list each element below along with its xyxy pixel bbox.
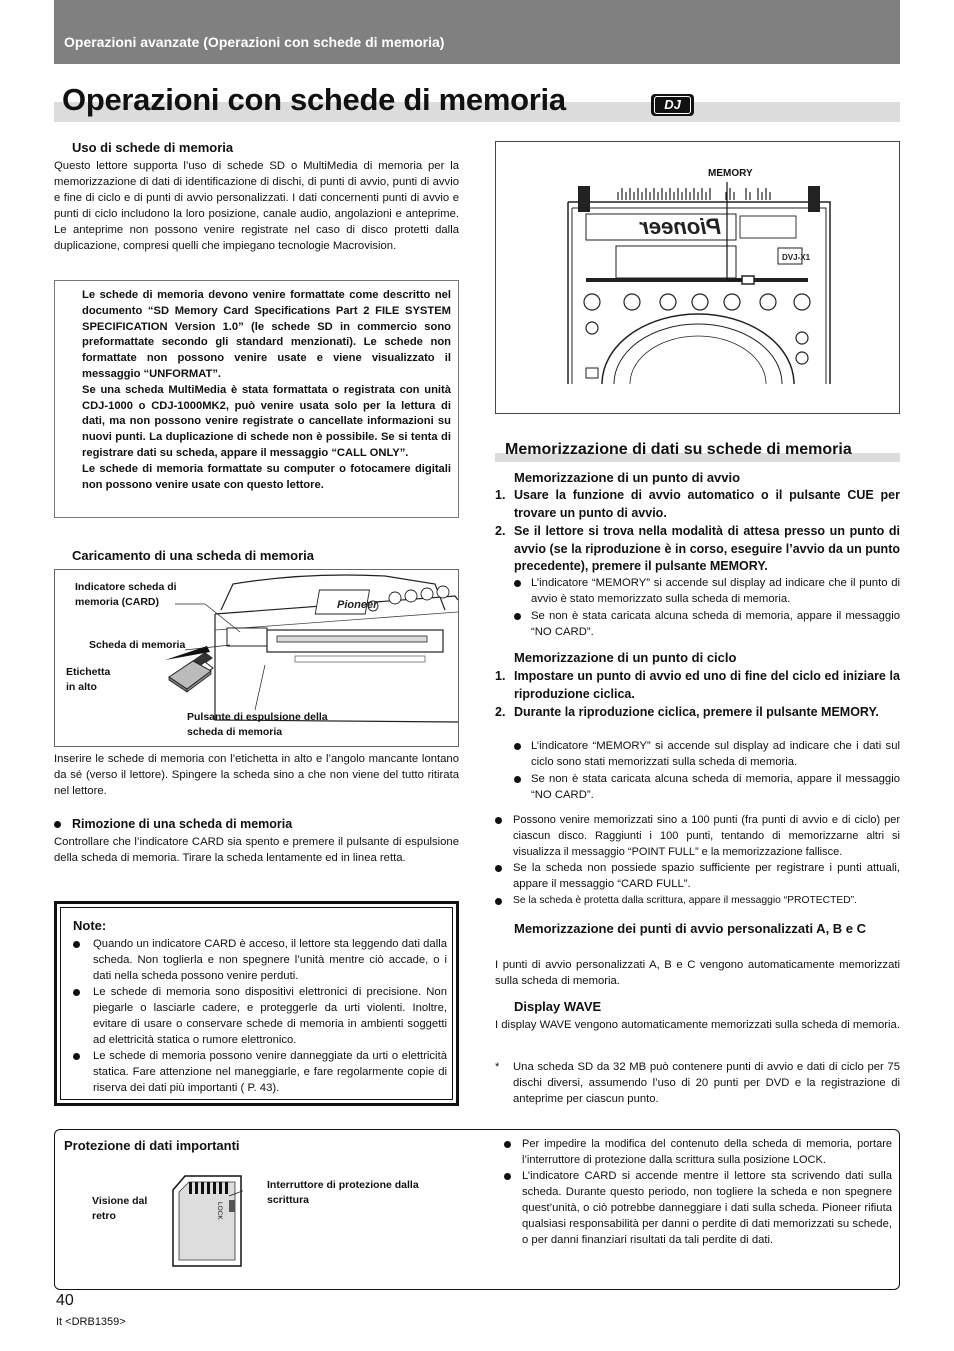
lock-text: LOCK — [216, 1202, 223, 1220]
svg-text:Pioneer: Pioneer — [640, 214, 721, 239]
wave-title: Display WAVE — [514, 999, 602, 1014]
protection-bullet: L’indicatore CARD si accende mentre il lettore sta scrivendo dati sulla scheda. Durante questo periodo, non togliere la scheda e non spegnere quest’unità, o ciò potrebbe danneggiare i dati sulla scheda. Pioneer rifiuta qualsiasi responsabilità per danni o perdite di dati memorizzati su schede, o per danni finanziari risultati da tali perdite di dati. — [504, 1168, 892, 1248]
document-code: It <DRB1359> — [56, 1316, 126, 1328]
avvio-bullet: L’indicatore “MEMORY” si accende sul display ad indicare che il punto di avvio è stato memorizzato sulla scheda di memoria. — [514, 575, 900, 607]
label-label-up: Etichetta in alto — [66, 666, 111, 693]
uso-text: Questo lettore supporta l’uso di schede SD o MultiMedia di memoria per la memorizzazione di dati di identificazione di dischi, di punti di avvio, punti di avvio e fine di ciclo e di punti di avvio personalizzati. I dati concernenti punti di avvio e punti di ciclo includono la loro posizione, canale audio, angolazioni e anteprime. Le anteprime non possono venire registrate nel caso di disco protetti dalla duplicazione, compresi quelli che impiegano tecnologie Macrovision. — [54, 160, 459, 252]
memory-card-icon — [167, 655, 213, 693]
note-title: Note: — [73, 918, 107, 933]
bullet-dot-icon — [514, 580, 521, 587]
rimozione-text: Controllare che l’indicatore CARD sia spento e premere il pulsante di espulsione della scheda di memoria. Tirare la scheda lentamente ed in linea retta. — [54, 836, 459, 864]
bullet-dot-icon — [504, 1173, 511, 1180]
ciclo-step: 1. Impostare un punto di avvio ed uno di fine del ciclo ed iniziare la riproduzione ciclica. — [495, 669, 900, 701]
label-memory-card: Scheda di memoria — [89, 639, 186, 651]
caricamento-title: Caricamento di una scheda di memoria — [72, 548, 315, 563]
label-back-view: Visione dal retro — [92, 1195, 148, 1222]
wave-text: I display WAVE vengono automaticamente memorizzati sulla scheda di memoria. — [495, 1019, 900, 1031]
general-bullet: Se la scheda è protetta dalla scrittura, appare il messaggio “PROTECTED”. — [495, 893, 900, 909]
note-item: Le schede di memoria sono dispositivi elettronici di precisione. Non piegarle o lasciarle cadere, e proteggerle da urti violenti. Inoltre, evitare di usare o conservare schede di memoria in ambienti soggetti ad elettricità statica o rumore elettronico. — [73, 984, 447, 1048]
svg-text:Pioneer: Pioneer — [337, 599, 378, 611]
player-front-figure — [495, 141, 900, 414]
protection-bullet: Per impedire la modifica del contenuto della scheda di memoria, portare l’interruttore di protezione dalla scrittura sulla posizione LOCK. — [504, 1136, 892, 1168]
bullet-dot-icon — [514, 613, 521, 620]
rimozione-heading — [54, 816, 459, 832]
label-eject-button: Pulsante di espulsione della scheda di memoria — [187, 711, 328, 738]
bullet-dot-icon — [73, 1053, 80, 1060]
uso-title: Uso di schede di memoria — [72, 140, 234, 155]
label-card-indicator: Indicatore scheda di memoria (CARD) — [75, 581, 177, 608]
warning-box — [54, 280, 459, 518]
ciclo-bullet: Se non è stata caricata alcuna scheda di memoria, appare il messaggio “NO CARD”. — [514, 771, 900, 803]
avvio-bullet: Se non è stata caricata alcuna scheda di memoria, appare il messaggio “NO CARD”. — [514, 608, 900, 640]
section-header-bar — [54, 0, 900, 64]
page-number: 40 — [56, 1292, 74, 1309]
footnote-mark: * — [495, 1061, 500, 1073]
bullet-dot-icon — [54, 821, 61, 828]
label-write-protect: Interruttore di protezione dalla scrittura — [267, 1179, 419, 1206]
page-title: Operazioni con schede di memoria — [62, 82, 566, 117]
player-front-illustration — [496, 142, 899, 413]
bullet-dot-icon — [495, 865, 502, 872]
bullet-dot-icon — [504, 1141, 511, 1148]
ciclo-step: 2. Durante la riproduzione ciclica, premere il pulsante MEMORY. — [495, 705, 879, 719]
protection-title: Protezione di dati importanti — [64, 1138, 240, 1153]
footnote-text: Una scheda SD da 32 MB può contenere punti di avvio e dati di ciclo per 75 dischi diversi, assumendo l’uso di 20 punti per DVD e la registrazione di anteprime per ciascun punto. — [513, 1061, 900, 1105]
card-loading-figure — [54, 569, 459, 747]
personal-text: I punti di avvio personalizzati A, B e C vengono automaticamente memorizzati sulla scheda di memoria. — [495, 959, 900, 987]
dj-badge-icon: DJ — [651, 94, 694, 116]
ciclo-bullet: L’indicatore “MEMORY” si accende sul display ad indicare che i dati sul ciclo sono stati memorizzati sulla scheda di memoria. — [514, 738, 900, 770]
note-item: Le schede di memoria possono venire danneggiate da urti o elettricità statica. Fare attenzione nel maneggiarle, e fare regolarmente copie di riserva dei dati più importanti ( P. 43). — [73, 1048, 447, 1096]
warning-text: Le schede di memoria devono venire formattate come descritto nel documento “SD Memory Card Specifications Part 2 FILE SYSTEM SPECIFICATION Version 1.0” (le schede SD in commercio sono preformattate secondo gli standard menzionati). Le schede non formattate non possono venire usate e viene visualizzato il messaggio “UNFORMAT”. Se una scheda MultiMedia è stata formattata o registrata con unità CDJ-1000 o CDJ-1000MK2, può venire usata solo per la lettura di dati, ma non possono venire registrate o cancellate informazioni su nuovi punti. La duplicazione di schede non è possibile. Se si tenta di registrare dati su scheda, appare il messaggio “CALL ONLY”. Le schede di memoria formattate su computer o fotocamere digitali non possono venire usate con questo lettore. — [82, 289, 451, 491]
inserire-text: Inserire le schede di memoria con l’etichetta in alto e l’angolo mancante lontano da sé (verso il lettore). Spingere la scheda sino a che non viene del tutto ritirata nel lettore. — [54, 753, 459, 797]
section-title: Memorizzazione di dati su schede di memoria — [505, 441, 852, 458]
general-bullet: Possono venire memorizzati sino a 100 punti (fra punti di avvio e di ciclo) per ciascun disco. Raggiunti i 100 punti, tentando di memorizzarne altri si visualizza il messaggio “POINT FULL” e la memorizzazione fallisce. — [495, 812, 900, 860]
sd-card-back-icon — [171, 1174, 243, 1268]
label-memory-button: MEMORY — [708, 168, 753, 179]
bullet-dot-icon — [514, 743, 521, 750]
bullet-dot-icon — [514, 776, 521, 783]
bullet-dot-icon — [73, 941, 80, 948]
personal-title: Memorizzazione dei punti di avvio personalizzati A, B e C — [514, 921, 867, 936]
avvio-title: Memorizzazione di un punto di avvio — [514, 470, 741, 485]
ciclo-title: Memorizzazione di un punto di ciclo — [514, 650, 737, 665]
avvio-step: 2. Se il lettore si trova nella modalità di attesa presso un punto di avvio (se la riproduzione è in corso, eseguire l’avvio da un punto precedente), premere il pulsante MEMORY. — [495, 524, 900, 574]
avvio-step: 1. Usare la funzione di avvio automatico o il pulsante CUE per trovare un punto di avvio. — [495, 488, 900, 520]
protection-box — [54, 1129, 900, 1290]
section-header-text: Operazioni avanzate (Operazioni con schede di memoria) — [64, 34, 445, 50]
bullet-dot-icon — [495, 898, 502, 905]
general-bullet: Se la scheda non possiede spazio sufficiente per registrare i punti attuali, appare il messaggio “CARD FULL”. — [495, 860, 900, 892]
bullet-dot-icon — [495, 817, 502, 824]
svg-text:DVJ-X1: DVJ-X1 — [782, 253, 811, 262]
note-box — [54, 901, 459, 1106]
note-box-inner — [60, 907, 453, 1100]
bullet-dot-icon — [73, 989, 80, 996]
rimozione-title: Rimozione di una scheda di memoria — [72, 817, 293, 831]
note-item: Quando un indicatore CARD è acceso, il lettore sta leggendo dati dalla scheda. Non toglierla e non spegnere l’unità mentre ciò accade, o i dati nella scheda possono venire perduti. — [73, 936, 447, 984]
